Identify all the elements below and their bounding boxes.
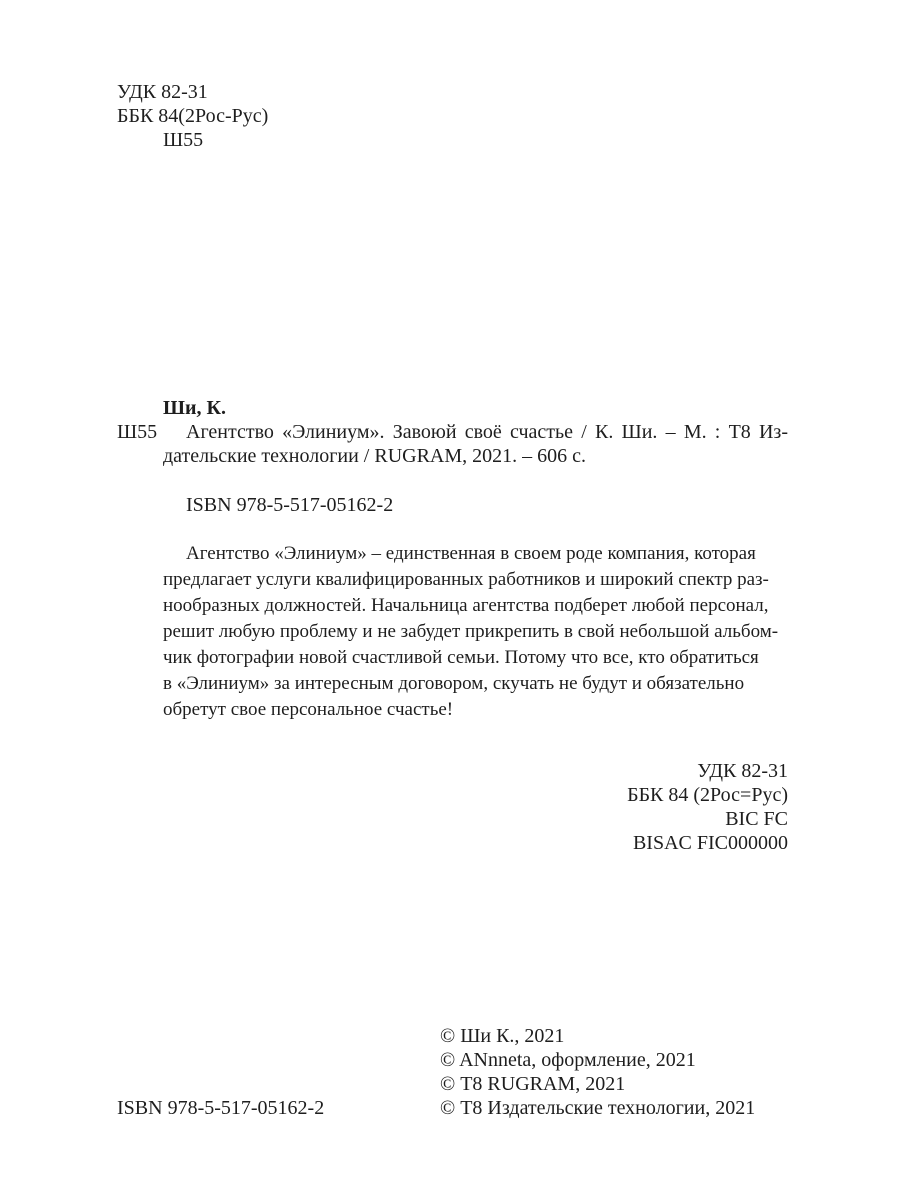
- bisac-code: BISAC FIC000000: [632, 832, 788, 854]
- copyright-line: © ANnneta, оформление, 2021: [440, 1049, 696, 1071]
- copyright-line: © Ши К., 2021: [440, 1025, 565, 1047]
- catalog-description-line1: Агентство «Элиниум». Завоюй своё счастье / К. Ши. – М. : Т8 Из-: [186, 421, 788, 443]
- catalog-isbn: ISBN 978-5-517-05162-2: [186, 494, 394, 516]
- annotation-line: в «Элиниум» за интересным договором, скучать не будут и обязательно: [163, 673, 745, 694]
- catalog-description-line2: дательские технологии / RUGRAM, 2021. – 606 с.: [163, 445, 587, 467]
- copyright-line: © Т8 RUGRAM, 2021: [440, 1073, 626, 1095]
- annotation-line: чик фотографии новой счастливой семьи. Потому что все, кто обратиться: [163, 647, 759, 668]
- annotation: [163, 541, 787, 723]
- bbk-code-top: ББК 84(2Рос-Рус): [117, 105, 269, 127]
- annotation-line: решит любую проблему и не забудет прикрепить в свой небольшой альбом-: [163, 621, 779, 642]
- bic-code: BIC FC: [725, 808, 788, 830]
- udk-code-top: УДК 82-31: [117, 81, 208, 103]
- annotation-line: нообразных должностей. Начальница агентства подберет любой персонал,: [163, 595, 769, 616]
- annotation-line: предлагает услуги квалифицированных работников и широкий спектр раз-: [163, 569, 769, 590]
- author-mark-top: Ш55: [163, 129, 204, 151]
- bbk-code-bottom: ББК 84 (2Рос=Рус): [627, 784, 788, 806]
- catalog-author: Ши, К.: [163, 397, 226, 419]
- annotation-line: обретут свое персональное счастье!: [163, 699, 454, 720]
- catalog-mark: Ш55: [117, 421, 158, 443]
- udk-code-bottom: УДК 82-31: [697, 760, 788, 782]
- copyright-line: © Т8 Издательские технологии, 2021: [440, 1097, 756, 1119]
- footer-isbn: ISBN 978-5-517-05162-2: [117, 1097, 325, 1119]
- annotation-line: Агентство «Элиниум» – единственная в своем роде компания, которая: [186, 543, 756, 564]
